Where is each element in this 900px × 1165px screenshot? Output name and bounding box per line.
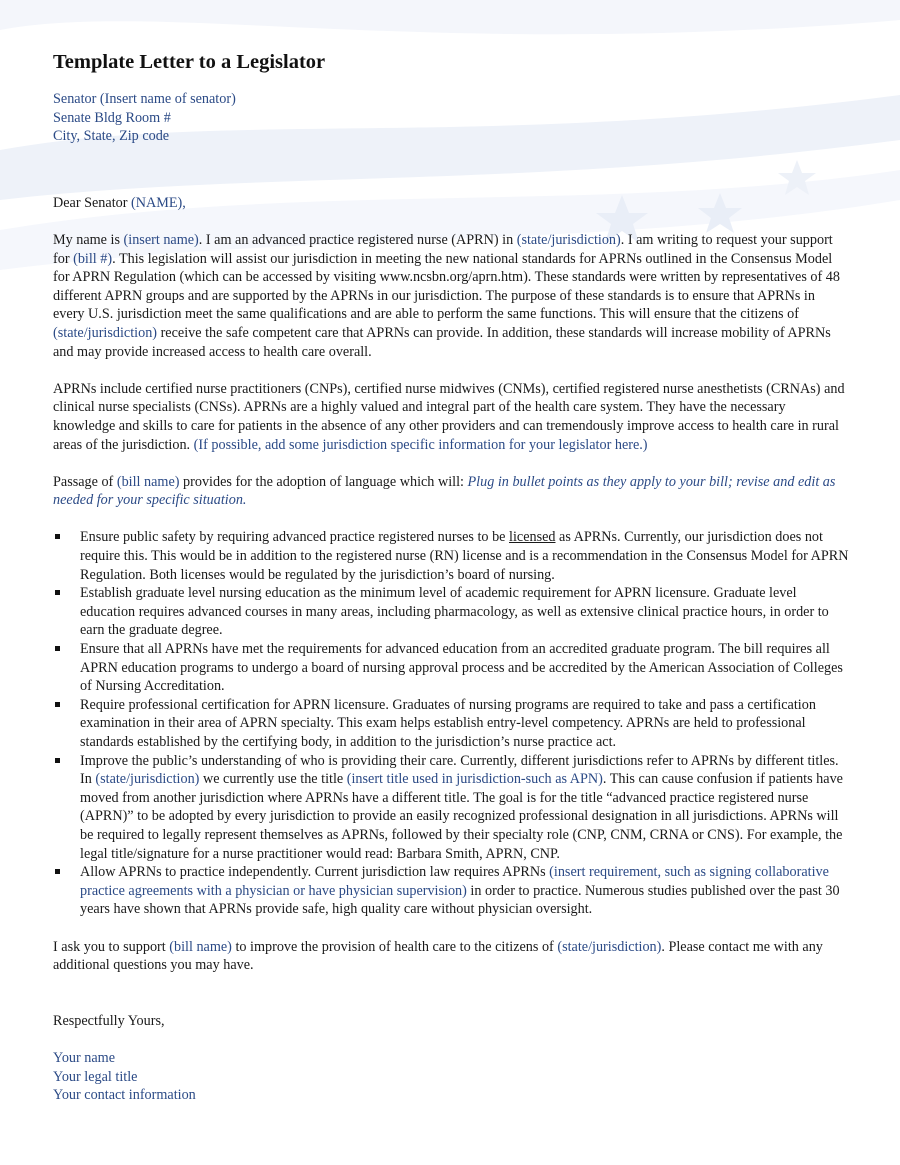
list-item — [53, 584, 849, 640]
placeholder-text: (insert name) — [123, 231, 199, 248]
placeholder-text: (If possible, add some jurisdiction specific information for your legislator here.) — [193, 436, 648, 453]
text-run: to improve the provision of health care to the citizens of — [231, 938, 558, 955]
placeholder-text: (bill name) — [116, 473, 180, 490]
text-run: provides for the adoption of language which will: — [179, 473, 468, 490]
text-run: Improve the public’s understanding of who is providing their care. Currently, different jurisdictions refer to APRNs by different titles. In — [80, 752, 839, 788]
text-run: Require professional certification for APRN licensure. Graduates of nursing programs are required to take and pass a certification examination in their area of APRN specialty. This exam helps establish entry-level competency. APRNs are held to professional standards established by the certifying body, in addition to the jurisdiction’s nurse practice act. — [80, 696, 816, 750]
text-run: APRNs include certified nurse practitioners (CNPs), certified nurse midwives (CNMs), certified registered nurse anesthetists (CRNAs) and clinical nurse specialists (CNSs). APRNs are a highly valued and integral part of the health care system. They have the necessary knowledge and skills to care for patients in the absence of any other providers and can tremendously improve access to health care in rural areas of the jurisdiction. — [53, 380, 845, 453]
salutation-prefix: Dear Senator — [53, 194, 131, 211]
underlined-text: licensed — [509, 529, 556, 546]
text-run: . This legislation will assist our jurisdiction in meeting the new national standards for APRNs outlined in the Consensus Model for APRN Regulation (which can be accessed by visiting www.ncsbn.org/aprn.htm). These standards were written by representatives of 48 different APRN groups and are supported by the APRNs in our jurisdiction. The purpose of these standards is to ensure that APRNs in every U.S. jurisdiction meet the same qualifications and are able to perform the same functions. This will ensure that the citizens of — [53, 250, 840, 323]
text-run: Passage of — [53, 473, 117, 490]
placeholder-text: (insert requirement, such as signing collaborative practice agreements with a physician or have physician supervision) — [80, 864, 829, 899]
placeholder-text: (state/jurisdiction) — [53, 324, 158, 341]
text-run: as APRNs. Currently, our jurisdiction does not require this. This would be in addition to the registered nurse (RN) license and is a recommendation in the Consensus Model for APRN Regulation. Both licenses would be regulated by the jurisdiction’s board of nursing. — [80, 529, 849, 583]
list-item — [53, 863, 849, 919]
text-run: Ensure public safety by requiring advanced practice registered nurses to be — [80, 529, 510, 546]
signature-line: Your legal title — [53, 1068, 138, 1085]
placeholder-text: (bill name) — [169, 938, 232, 955]
text-run: . Please contact me with any additional questions you may have. — [53, 938, 823, 974]
text-run: . I am an advanced practice registered nurse (APRN) in — [198, 231, 517, 248]
bullet-list — [53, 528, 849, 918]
list-item — [53, 640, 849, 696]
paragraph-passage — [53, 473, 849, 510]
address-line: Senator (Insert name of senator) — [53, 91, 236, 107]
signature-block — [53, 1049, 849, 1105]
text-run: Allow APRNs to practice independently. Current jurisdiction law requires APRNs — [80, 864, 550, 881]
salutation — [53, 194, 849, 213]
placeholder-text: (state/jurisdiction) — [95, 771, 200, 788]
text-run: . This can cause confusion if patients have moved from another jurisdiction where APRNs have a different title. The goal is for the title “advanced practice registered nurse (APRN)” to be adopted by every jurisdiction to provide an easily recognized professional designation in all jurisdictions. APRNs will be required to legally represent themselves as APRNs, followed by their specialty role (CNP, CNM, CRNA or CNS). For example, the legal title/signature for a nurse practitioner would read: Barbara Smith, APRN, CNP. — [80, 771, 843, 862]
paragraph-intro — [53, 231, 849, 361]
text-run: receive the safe competent care that APRNs can provide. In addition, these standards will increase mobility of APRNs and may provide increased access to health care overall. — [53, 324, 831, 360]
address-line: Senate Bldg Room # — [53, 109, 171, 126]
placeholder-text: (state/jurisdiction) — [557, 938, 662, 955]
text-run: in order to practice. Numerous studies published over the past 30 years have shown that APRNs provide safe, high quality care without physician oversight. — [80, 882, 840, 918]
list-item — [53, 528, 849, 584]
placeholder-text: (bill #) — [73, 250, 113, 267]
placeholder-text: (insert title used in jurisdiction-such as APN) — [346, 771, 603, 788]
text-run: Establish graduate level nursing education as the minimum level of academic requirement for APRN licensure. Graduate level education requires advanced courses in many areas, including pharmacology, as well as extensive clinical practice hours, in order to earn the graduate degree. — [80, 585, 829, 639]
text-run: . I am writing to request your support for — [53, 231, 833, 267]
recipient-address — [53, 90, 849, 146]
placeholder-name: (NAME), — [131, 194, 186, 211]
closing: Respectfully Yours, — [53, 1012, 165, 1029]
letter-page — [53, 50, 849, 1105]
address-line: City, State, Zip code — [53, 128, 170, 145]
instruction-text: Plug in bullet points as they apply to your bill; revise and edit as needed for your specific situation. — [53, 473, 836, 509]
paragraph-aprn-roles — [53, 380, 849, 454]
paragraph-request — [53, 938, 849, 975]
text-run: I ask you to support — [53, 938, 170, 955]
list-item — [53, 696, 849, 752]
signature-line: Your name — [53, 1049, 116, 1066]
text-run: My name is — [53, 231, 124, 248]
text-run: we currently use the title — [199, 771, 347, 788]
placeholder-text: (state/jurisdiction) — [516, 231, 621, 248]
signature-line: Your contact information — [53, 1087, 196, 1104]
text-run: Ensure that all APRNs have met the requirements for advanced education from an accredited graduate program. The bill requires all APRN education programs to undergo a board of nursing approval process and be accredited by the American Association of Colleges of Nursing Accreditation. — [80, 641, 843, 695]
page-title: Template Letter to a Legislator — [53, 51, 326, 73]
list-item — [53, 752, 849, 864]
